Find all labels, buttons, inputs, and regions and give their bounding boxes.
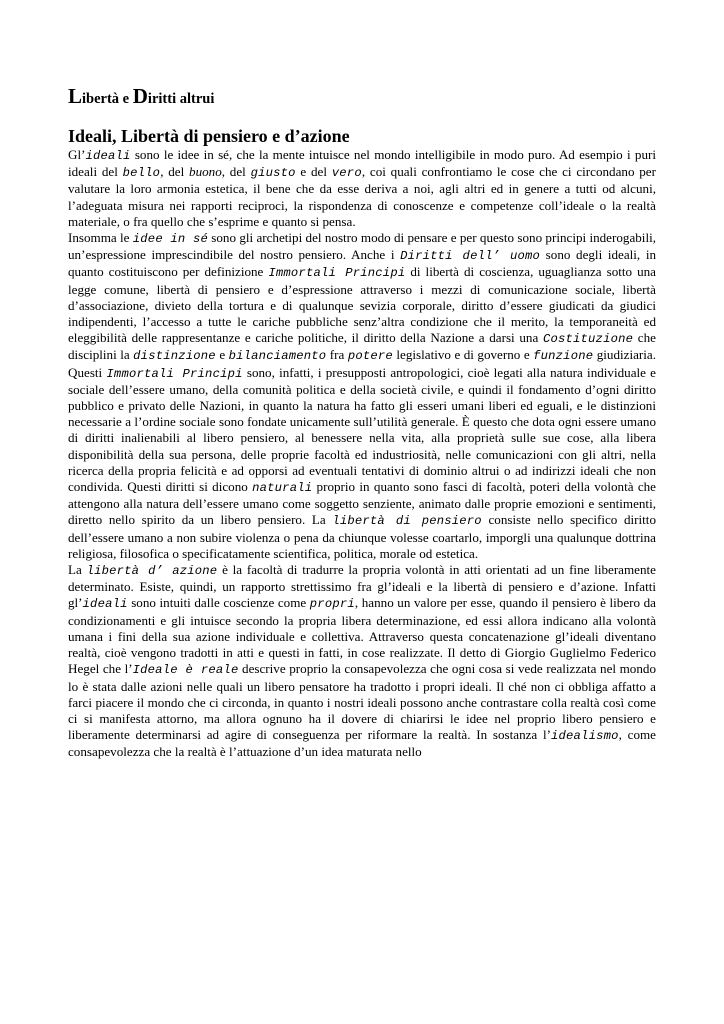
emphasis-term: funzione [533,349,594,364]
emphasis-term: Costituzione [542,332,634,347]
emphasis-term: distinzione [133,349,216,364]
emphasis-term: giusto [250,166,296,181]
text-run: proprio in quanto sono fasci di facoltà, poteri della volontà che attengono alla natura dell’essere umano come soggetto senziente, animato dalle proprie emozioni e sentimenti, diretto nello spirito da un libero pensiero. La [68,479,656,528]
body-text [68,147,656,761]
text-run: Gl’ [68,147,86,162]
text-run: , del [160,164,190,180]
document-title [68,84,656,108]
paragraph-ideali [68,147,656,230]
text-run: , coi quali confrontiamo le cose che ci circondano per valutare la loro armonia estetica, il bene che da esse deriva a noi, agli altri ed in genere a tutti od alcuni, l’adeguata misura nei rapporti reciproci, la rispondenza di conoscenze e competenze coll’ideale o la realtà materiale, o fra quello che s’esprime e quanto si pensa. [68,164,656,229]
text-run: e del [295,164,332,180]
emphasis-term: idealismo [551,729,619,744]
text-run: sono, infatti, i presupposti antropologici, cioè legati alla natura individuale e sociale dell’essere umano, della comunità politica e della società civile, e quindi il fondamento d’ogni diritto pubblico e privato delle Nazioni, in quanto la natura ha fatto gli esseri umani liberi ed eguali, e le distinzioni necessarie a l’ordine sociale sono fondate unicamente sull’utilità generale. È questo che dota ogni essere umano di diritti inalienabili al libero pensiero, al benessere nella vita, alla proprietà sulle sue cose, alla libera disponibilità della sua persona, delle proprie facoltà ed industriosità, nelle comunicazioni con gli altri, nella ricerca della propria felicità e ad opporsi ad eventuali tentativi di dominio altrui o ad indirizzi ideali che non condivida. Questi diritti si dicono [68,364,656,495]
text-run: è la facoltà di tradurre la propria volontà in atti orientati ad un fine liberamente determinato. Esiste, quindi, un rapporto strettissimo fra gl’ideali e la libertà di pensiero e d’azione. Infatti gl’ [68,562,656,611]
text-run: e [215,347,229,363]
text-run: fra [326,347,348,363]
text-run: sono gli archetipi del nostro modo di pensare e per questo sono principi inderogabili, un’espressione imprescindibile del nostro pensiero. Anche i [68,230,656,263]
emphasis-term: bilanciamento [228,349,327,364]
title-initial-d: D [132,84,148,108]
text-run: legislativo e di governo e [392,347,534,363]
text-run: , del [221,164,251,180]
paragraph-liberta-azione [68,562,656,760]
text-run: giudiziaria. Questi [68,347,656,380]
text-run: consiste nello specifico diritto dell’essere umano a non subire violenza o pena da chiunque volesse coartarlo, imporgli una qualunque dottrina religiosa, filosofica o specificatamente scientifica, politica, morale od estetica. [68,512,656,561]
text-run: di libertà di coscienza, uguaglianza sotto una legge comune, libertà di pensiero e d’espressione attraverso i mezzi di comunicazione sociale, libertà d’associazione, divieto della tortura e di qualunque sevizia corporale, diritto d’essere giudicati da giudici indipendenti, l’accesso a tutte le cariche pubbliche senz’altra condizione che il merito, la temporaneità ed eleggibilità delle rappresentanze e cariche politiche, il diritto della Nazione a darsi una [68,264,656,346]
text-run: che disciplini la [68,330,656,363]
italic-term: buono [189,164,222,180]
text-run: descrive proprio la consapevolezza che ogni cosa si vede realizzata nel mondo lo è stata dalle azioni nelle quali un libero pensatore ha tradotto i propri ideali. Il ché non ci obbliga affatto a farci piacere il mondo che ci circonda, in quanto i nostri ideali possono anche contrastare colla realtà così come ci si manifesta attorno, ma allora ognuno ha il dovere di chiarirsi le idee nel proprio libero pensiero e liberamente determinarsi ad agire di conseguenza per riformare la realtà. In sostanza l’ [68,661,656,743]
emphasis-term: libertà d’ azione [86,564,218,579]
emphasis-term: ideali [85,149,131,163]
title-initial-l: L [68,84,83,108]
text-run: La [68,562,87,578]
text-run: sono intuiti dalle coscienze come [127,595,310,611]
title-part-1: ibertà e [82,91,133,107]
emphasis-term: Immortali Principi [106,366,243,381]
paragraph-idee-in-se [68,230,656,562]
emphasis-term: naturali [252,481,313,496]
title-part-2: iritti altrui [147,91,215,107]
emphasis-term: Immortali Principi [268,266,406,281]
emphasis-term: ideali [82,597,128,612]
emphasis-term: propri [309,597,355,612]
emphasis-term: Diritti dell’ uomo [400,249,541,264]
text-run: Insomma le [68,230,133,246]
emphasis-term: idee in sé [132,232,208,247]
emphasis-term: vero [331,166,362,181]
emphasis-term: bello [122,166,161,181]
text-run: , hanno un valore per esse, quando il pensiero è libero da condizionamenti e gli intuisce secondo la propria libera determinazione, ed essi allora indicano alla volontà umana i fini della sua azione individuale e collettiva. Attraverso questa concatenazione gl’ideali diventano realtà, cioè vengono tradotti in atti e questi in fatti, in cose realizzate. Il detto di Giorgio Guglielmo Federico Hegel che l’ [68,595,656,677]
text-run: sono degli ideali, in quanto costituiscono per definizione [68,247,656,280]
emphasis-term: potere [347,349,393,364]
section-heading: Ideali, Libertà di pensiero e d’azione [68,126,350,146]
emphasis-term: libertà di pensiero [332,514,482,529]
emphasis-term: Ideale è reale [132,663,239,678]
text-run: , come consapevolezza che la realtà è l’attuazione d’un idea maturata nello [68,727,656,760]
text-run: sono le idee in sé, che la mente intuisce nel mondo intelligibile in modo puro. Ad esempio i puri ideali del [68,147,656,180]
